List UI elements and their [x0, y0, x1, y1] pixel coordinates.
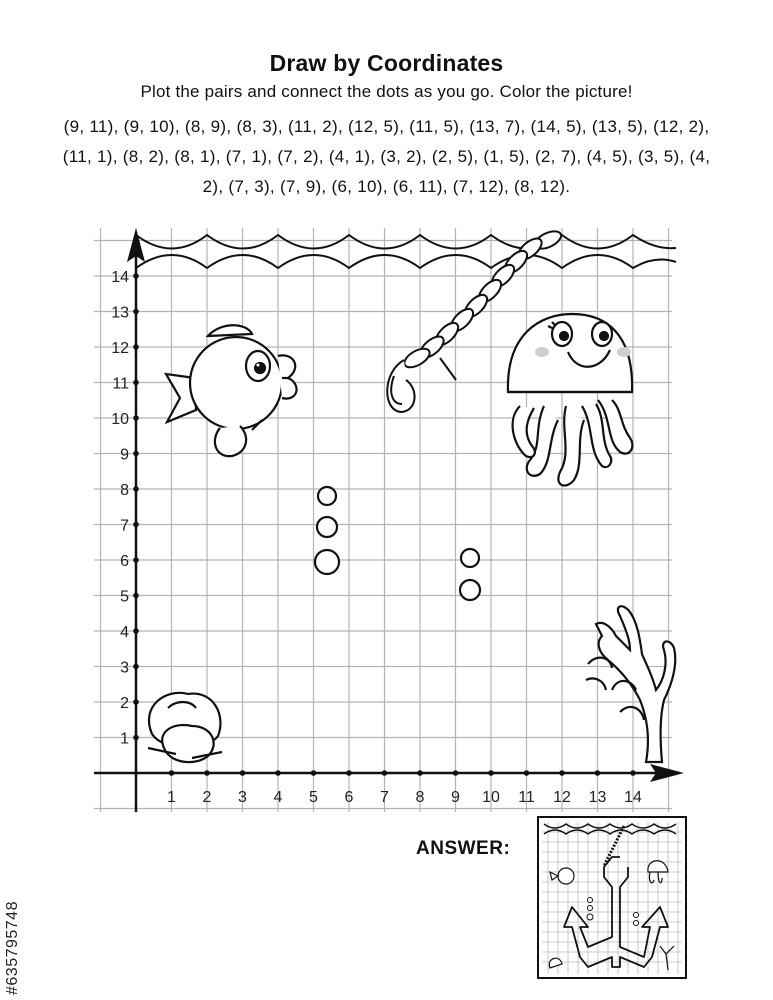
- y-tick-labels: [111, 269, 129, 748]
- x-tick-dot: [275, 770, 281, 776]
- x-tick-label: 10: [482, 789, 500, 806]
- x-tick-label: 4: [273, 789, 283, 806]
- x-tick-dot: [488, 770, 494, 776]
- y-tick-label: 12: [111, 340, 129, 357]
- page-title: Draw by Coordinates: [269, 50, 504, 76]
- x-tick-dot: [559, 770, 565, 776]
- y-tick-dot: [133, 557, 139, 563]
- y-tick-label: 10: [111, 411, 129, 428]
- x-tick-dot: [382, 770, 388, 776]
- y-axis: [127, 228, 145, 812]
- y-tick-dot: [133, 415, 139, 421]
- y-tick-dot: [133, 273, 139, 279]
- y-tick-dot: [133, 309, 139, 315]
- y-tick-dot: [133, 593, 139, 599]
- answer-thumbnail: [538, 817, 686, 978]
- y-tick-dot: [133, 664, 139, 670]
- x-tick-label: 6: [344, 789, 354, 806]
- y-tick-label: 9: [120, 446, 129, 464]
- x-tick-labels: [167, 789, 642, 806]
- x-tick-label: 9: [451, 789, 460, 806]
- x-tick-label: 12: [553, 789, 571, 806]
- y-tick-dot: [133, 344, 139, 350]
- x-tick-dot: [311, 770, 317, 776]
- x-tick-dot: [630, 770, 636, 776]
- x-tick-dot: [204, 770, 210, 776]
- y-tick-label: 7: [120, 517, 129, 535]
- x-tick-dot: [524, 770, 530, 776]
- y-tick-label: 2: [120, 695, 129, 712]
- x-tick-label: 5: [309, 789, 318, 806]
- y-tick-dot: [133, 451, 139, 457]
- y-tick-label: 1: [120, 730, 129, 748]
- y-tick-label: 5: [120, 588, 129, 606]
- x-tick-label: 2: [202, 789, 212, 806]
- watermark-text: #635795748: [4, 901, 21, 995]
- y-tick-label: 4: [120, 624, 129, 641]
- y-tick-label: 6: [120, 553, 129, 570]
- y-tick-dot: [133, 628, 139, 634]
- y-tick-label: 14: [111, 269, 129, 286]
- answer-label: ANSWER:: [416, 838, 511, 859]
- y-tick-dot: [133, 380, 139, 386]
- y-tick-dot: [133, 735, 139, 741]
- y-tick-label: 8: [120, 482, 129, 499]
- y-tick-dot: [133, 486, 139, 492]
- fish-icon: [166, 325, 297, 456]
- rock-icon: [148, 693, 222, 762]
- y-tick-label: 11: [112, 375, 129, 393]
- x-tick-dot: [417, 770, 423, 776]
- x-tick-label: 7: [380, 789, 389, 806]
- y-tick-dot: [133, 699, 139, 705]
- x-tick-label: 1: [167, 789, 176, 806]
- y-tick-dot: [133, 522, 139, 528]
- y-tick-label: 3: [120, 659, 129, 677]
- x-tick-dot: [169, 770, 175, 776]
- x-tick-dot: [595, 770, 601, 776]
- seaweed-icon: [586, 606, 675, 762]
- x-tick-dot: [453, 770, 459, 776]
- x-tick-label: 8: [415, 789, 425, 806]
- x-tick-label: 14: [624, 789, 642, 806]
- x-tick-dot: [346, 770, 352, 776]
- x-tick-label: 3: [238, 789, 247, 806]
- coordinate-pairs: (9, 11), (9, 10), (8, 9), (8, 3), (11, 2), (12, 5), (11, 5), (13, 7), (14, 5), (13, 5), (12, 2), (11, 1), (8, 2), (8, 1), (7, 1), (7, 2), (4, 1), (3, 2), (2, 5), (1, 5), (2, 7), (4, 5), (3, 5), (4, 2), (7, 3), (7, 9), (6, 10), (6, 11), (7, 12), (8, 12).: [62, 117, 711, 196]
- instructions-text: Plot the pairs and connect the dots as you go. Color the picture!: [140, 82, 633, 101]
- x-tick-label: 11: [518, 789, 535, 806]
- y-tick-label: 13: [111, 304, 129, 322]
- x-tick-label: 13: [588, 789, 607, 806]
- x-tick-dot: [240, 770, 246, 776]
